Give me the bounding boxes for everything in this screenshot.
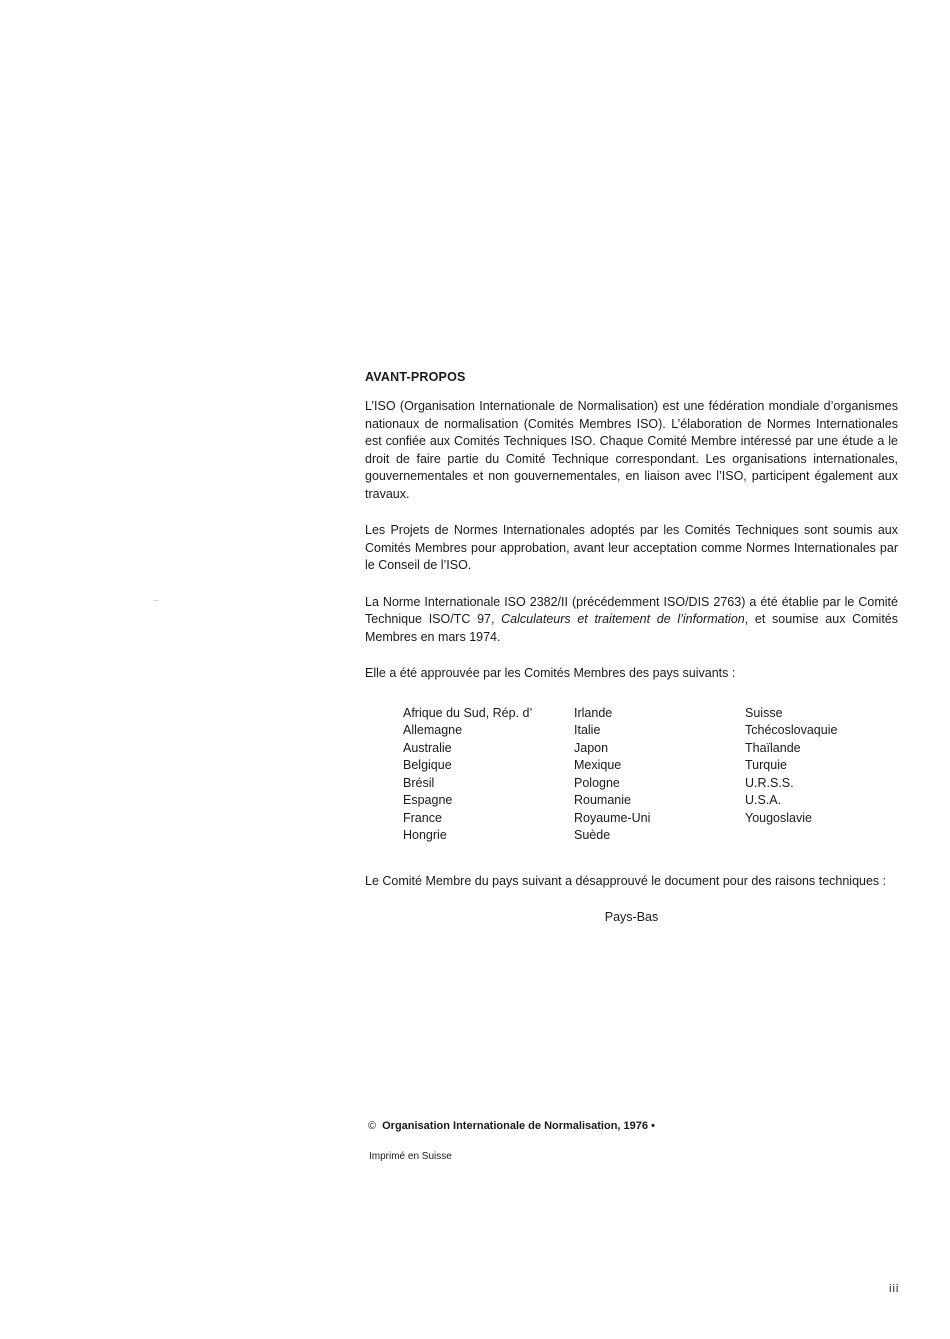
country-item: Japon <box>574 740 609 755</box>
country-item: Suisse <box>745 705 783 720</box>
country-item: Espagne <box>403 793 453 807</box>
copyright-text: Organisation Internationale de Normalisation, 1976 • <box>382 1120 655 1132</box>
country-item: U.S.A. <box>745 793 782 807</box>
foreword-section <box>365 370 898 924</box>
foreword-heading: AVANT-PROPOS <box>365 370 466 384</box>
country-item: Hongrie <box>403 828 447 842</box>
country-item: Pologne <box>574 775 620 790</box>
country-item: Irlande <box>574 705 613 720</box>
country-item: Turquie <box>745 758 787 772</box>
country-item: U.R.S.S. <box>745 775 794 790</box>
committee-title: Calculateurs et traitement de l’information <box>501 612 745 626</box>
approving-countries <box>365 705 898 845</box>
country-item: Tchécoslovaquie <box>745 723 838 737</box>
scan-speck <box>153 600 158 601</box>
disapproving-country: Pays-Bas <box>604 910 659 924</box>
country-item: Suède <box>574 828 611 842</box>
country-item: Allemagne <box>403 723 463 737</box>
copyright-line <box>368 1120 655 1132</box>
country-item: Royaume-Uni <box>574 810 651 825</box>
country-item: Mexique <box>574 758 622 772</box>
approval-intro: Elle a été approuvée par les Comités Membres des pays suivants : <box>365 666 736 680</box>
country-item: France <box>403 810 442 825</box>
country-item: Australie <box>403 740 452 755</box>
origin-text-end: , et soumise aux Comités Membres en mars 1974. <box>365 612 899 644</box>
disapproval-intro: Le Comité Membre du pays suivant a désapprouvé le document pour des raisons techniques : <box>365 873 887 888</box>
paragraph-draft-standards: Les Projets de Normes Internationales adoptés par les Comités Techniques sont soumis aux Comités Membres pour approbation, avant leur acceptation comme Normes Internationales par le Conseil de l’ISO. <box>365 523 898 572</box>
country-column-3 <box>745 705 905 828</box>
country-column-2 <box>574 705 744 845</box>
country-item: Belgique <box>403 758 452 772</box>
country-column-1 <box>403 705 573 845</box>
paragraph-standard-origin <box>365 594 898 647</box>
country-item: Thaïlande <box>745 740 801 755</box>
country-item: Yougoslavie <box>745 810 812 825</box>
country-item: Brésil <box>403 775 435 790</box>
country-item: Italie <box>574 723 601 737</box>
copyright-icon: © <box>368 1120 377 1132</box>
page-number: iii <box>889 1283 900 1295</box>
country-item: Roumanie <box>574 793 631 807</box>
origin-text-start: La Norme Internationale ISO 2382/II (précédemment ISO/DIS 2763) a été établie par le Comité Technique ISO/TC 97, <box>365 594 898 626</box>
paragraph-iso-definition: L’ISO (Organisation Internationale de Normalisation) est une fédération mondiale d’organismes nationaux de normalisation (Comités Membres ISO). L’élaboration de Normes Internationales est confiée aux Comités Techniques ISO. Chaque Comité Membre intéressé par une étude a le droit de faire partie du Comité Technique correspondant. Les organisations internationales, gouvernementales et non gouvernementales, en liaison avec l’ISO, participent également aux travaux. <box>365 399 898 501</box>
country-item: Afrique du Sud, Rép. d’ <box>403 705 533 720</box>
printed-in: Imprimé en Suisse <box>369 1151 452 1162</box>
